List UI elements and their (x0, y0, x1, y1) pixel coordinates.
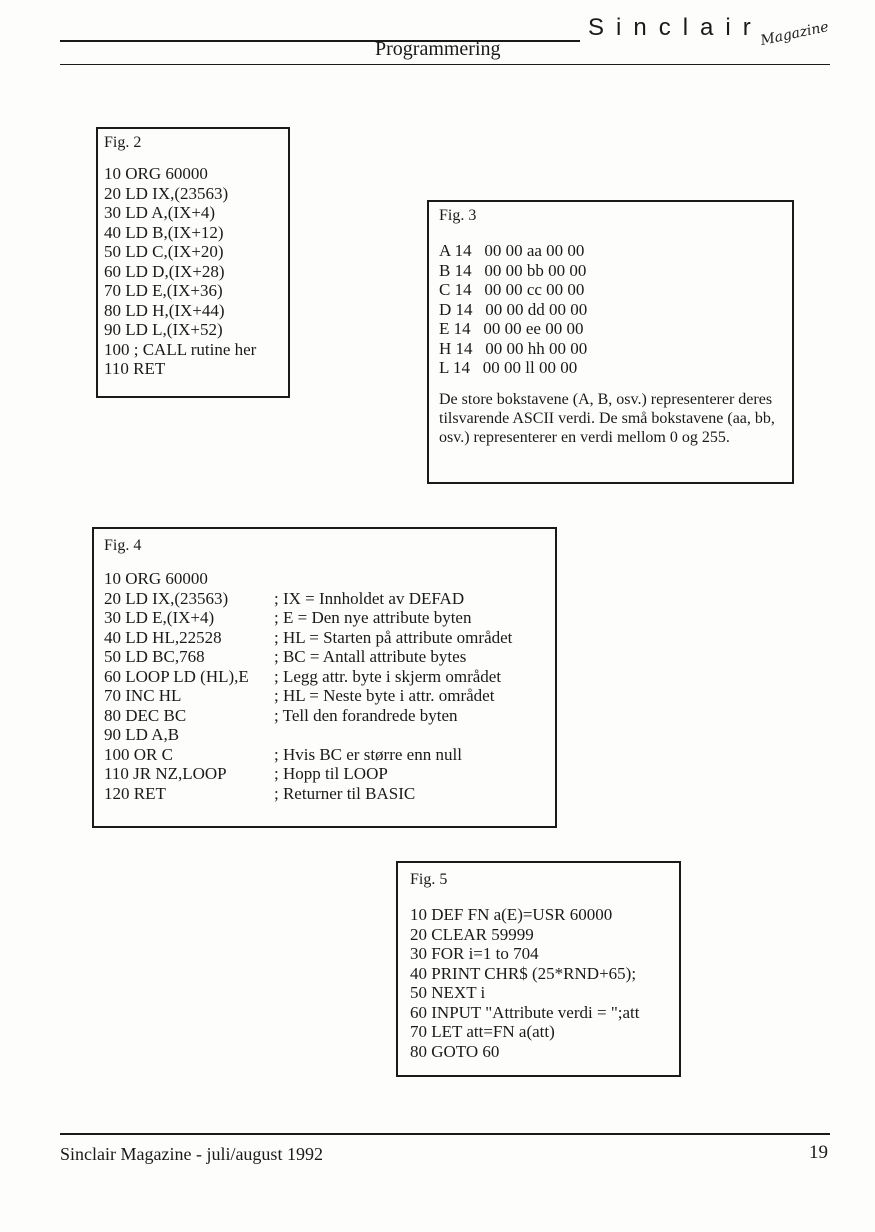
figure-3-note: De store bokstavene (A, B, osv.) representerer deres tilsvarende ASCII verdi. De små bokstavene (aa, bb, osv.) representerer en verdi mellom 0 og 255. (439, 390, 775, 446)
code-instruction: 50 LD BC,768 (104, 647, 205, 666)
code-row (104, 589, 545, 609)
code-line: 80 GOTO 60 (410, 1041, 500, 1061)
code-line: 30 FOR i=1 to 704 (410, 944, 539, 963)
code-instruction: 30 LD E,(IX+4) (104, 608, 215, 627)
table-row: B 14 00 00 bb 00 00 (439, 260, 587, 280)
code-row (104, 608, 545, 628)
code-instruction: 40 LD HL,22528 (104, 627, 222, 647)
footer-publication: Sinclair Magazine - juli/august 1992 (60, 1144, 323, 1164)
figure-2-code (104, 164, 282, 379)
page-number: 19 (809, 1142, 828, 1163)
figure-2-label: Fig. 2 (104, 134, 142, 151)
header-rule-left (60, 40, 580, 42)
code-row (104, 647, 545, 667)
figure-3-label: Fig. 3 (439, 207, 477, 224)
code-line: 100 ; CALL rutine her (104, 339, 257, 359)
code-comment: ; Legg attr. byte i skjerm området (274, 666, 502, 686)
code-line: 110 RET (104, 359, 166, 378)
code-line: 20 LD IX,(23563) (104, 183, 229, 203)
code-row (104, 764, 545, 784)
code-line: 80 LD H,(IX+44) (104, 300, 225, 320)
brand-logo-script: Magazine (759, 18, 831, 50)
table-row: L 14 00 00 ll 00 00 (439, 358, 578, 377)
table-row: D 14 00 00 dd 00 00 (439, 299, 588, 319)
code-line: 60 LD D,(IX+28) (104, 261, 225, 281)
table-row: H 14 00 00 hh 00 00 (439, 338, 588, 358)
footer-rule (60, 1133, 830, 1135)
header-rule-full (60, 64, 830, 65)
code-row (104, 725, 545, 745)
code-row (104, 686, 545, 706)
figure-2-box (96, 127, 290, 398)
code-instruction: 70 INC HL (104, 686, 182, 705)
table-row: C 14 00 00 cc 00 00 (439, 280, 585, 299)
code-comment: ; Hvis BC er større enn null (274, 744, 462, 764)
code-line: 10 DEF FN a(E)=USR 60000 (410, 905, 613, 924)
code-instruction: 20 LD IX,(23563) (104, 588, 229, 608)
code-instruction: 100 OR C (104, 744, 173, 764)
code-line: 60 INPUT "Attribute verdi = ";att (410, 1002, 640, 1022)
figure-4-box (92, 527, 557, 828)
table-row: E 14 00 00 ee 00 00 (439, 319, 584, 338)
figure-4-label: Fig. 4 (104, 537, 142, 554)
code-row (104, 706, 545, 726)
code-instruction: 60 LOOP LD (HL),E (104, 666, 249, 686)
code-line: 90 LD L,(IX+52) (104, 320, 223, 339)
code-row (104, 569, 545, 589)
code-instruction: 10 ORG 60000 (104, 569, 208, 588)
figure-3-table (439, 241, 782, 378)
code-comment: ; Returner til BASIC (274, 783, 416, 803)
figure-3-box (427, 200, 794, 484)
code-comment: ; Hopp til LOOP (274, 764, 388, 783)
code-instruction: 120 RET (104, 783, 166, 803)
code-row (104, 745, 545, 765)
code-row (104, 784, 545, 804)
code-line: 40 LD B,(IX+12) (104, 222, 224, 242)
code-comment: ; HL = Neste byte i attr. området (274, 686, 495, 705)
code-row (104, 628, 545, 648)
code-instruction: 110 JR NZ,LOOP (104, 764, 227, 783)
code-instruction: 80 DEC BC (104, 705, 187, 725)
code-comment: ; IX = Innholdet av DEFAD (274, 588, 465, 608)
figure-4-code (104, 569, 545, 803)
code-line: 70 LET att=FN a(att) (410, 1022, 555, 1041)
code-row (104, 667, 545, 687)
figure-5-box (396, 861, 681, 1077)
code-line: 50 NEXT i (410, 983, 486, 1002)
code-line: 70 LD E,(IX+36) (104, 281, 223, 300)
code-line: 20 CLEAR 59999 (410, 924, 534, 944)
code-line: 30 LD A,(IX+4) (104, 203, 216, 222)
figure-5-label: Fig. 5 (410, 871, 448, 888)
code-comment: ; BC = Antall attribute bytes (274, 647, 467, 666)
brand-logo: Sinclair (588, 14, 763, 41)
figure-5-code (410, 905, 667, 1061)
code-comment: ; E = Den nye attribute byten (274, 608, 472, 627)
code-line: 40 PRINT CHR$ (25*RND+65); (410, 963, 637, 983)
code-line: 10 ORG 60000 (104, 164, 208, 183)
code-line: 50 LD C,(IX+20) (104, 242, 224, 261)
table-row: A 14 00 00 aa 00 00 (439, 241, 585, 260)
code-instruction: 90 LD A,B (104, 725, 180, 744)
code-comment: ; HL = Starten på attribute området (274, 627, 513, 647)
section-title: Programmering (375, 38, 501, 60)
code-comment: ; Tell den forandrede byten (274, 705, 458, 725)
